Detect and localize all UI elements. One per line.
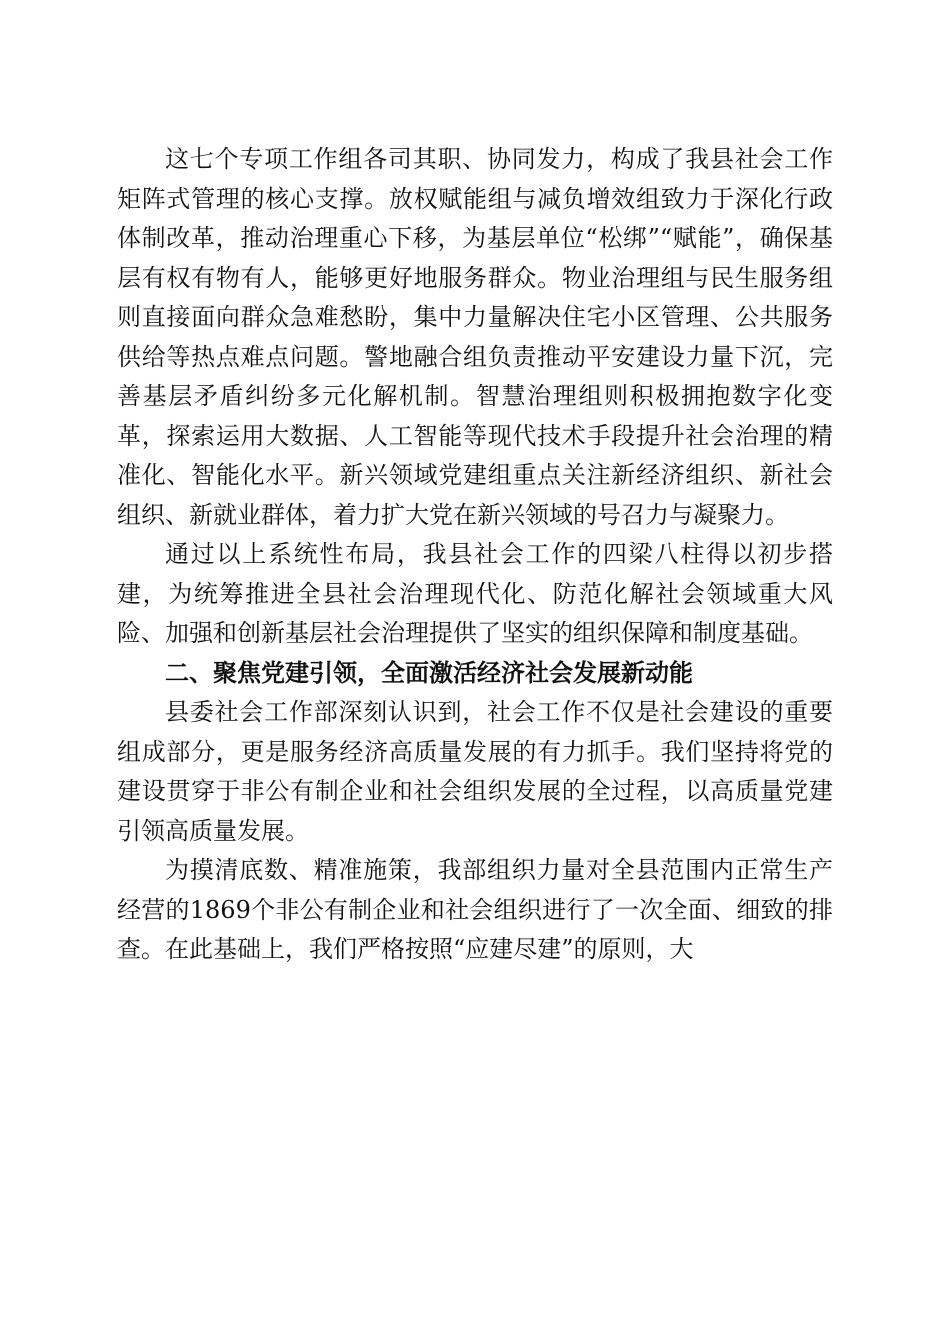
paragraph-system-layout: 通过以上系统性布局，我县社会工作的四梁八柱得以初步搭建，为统筹推进全县社会治理现代化、防范化解社会领域重大风险、加强和创新基层社会治理提供了坚实的组织保障和制度基础。	[117, 540, 833, 647]
document-body	[117, 140, 833, 970]
section-heading: 二、聚焦党建引领，全面激活经济社会发展新动能	[165, 658, 693, 687]
paragraph-party-building: 县委社会工作部深刻认识到，社会工作不仅是社会建设的重要组成部分，更是服务经济高质量发展的有力抓手。我们坚持将党的建设贯穿于非公有制企业和社会组织发展的全过程，以高质量党建引领高质量发展。	[117, 698, 833, 845]
paragraph-survey: 为摸清底数、精准施策，我部组织力量对全县范围内正常生产经营的1869个非公有制企业和社会组织进行了一次全面、细致的排查。在此基础上，我们严格按照“应建尽建”的原则，大	[117, 856, 833, 963]
paragraph-working-groups: 这七个专项工作组各司其职、协同发力，构成了我县社会工作矩阵式管理的核心支撑。放权赋能组与减负增效组致力于深化行政体制改革，推动治理重心下移，为基层单位“松绑”“赋能”，确保基层有权有物有人，能够更好地服务群众。物业治理组与民生服务组则直接面向群众急难愁盼，集中力量解决住宅小区管理、公共服务供给等热点难点问题。警地融合组负责推动平安建设力量下沉，完善基层矛盾纠纷多元化解机制。智慧治理组则积极拥抱数字化变革，探索运用大数据、人工智能等现代技术手段提升社会治理的精准化、智能化水平。新兴领域党建组重点关注新经济组织、新社会组织、新就业群体，着力扩大党在新兴领域的号召力与凝聚力。	[117, 145, 833, 529]
